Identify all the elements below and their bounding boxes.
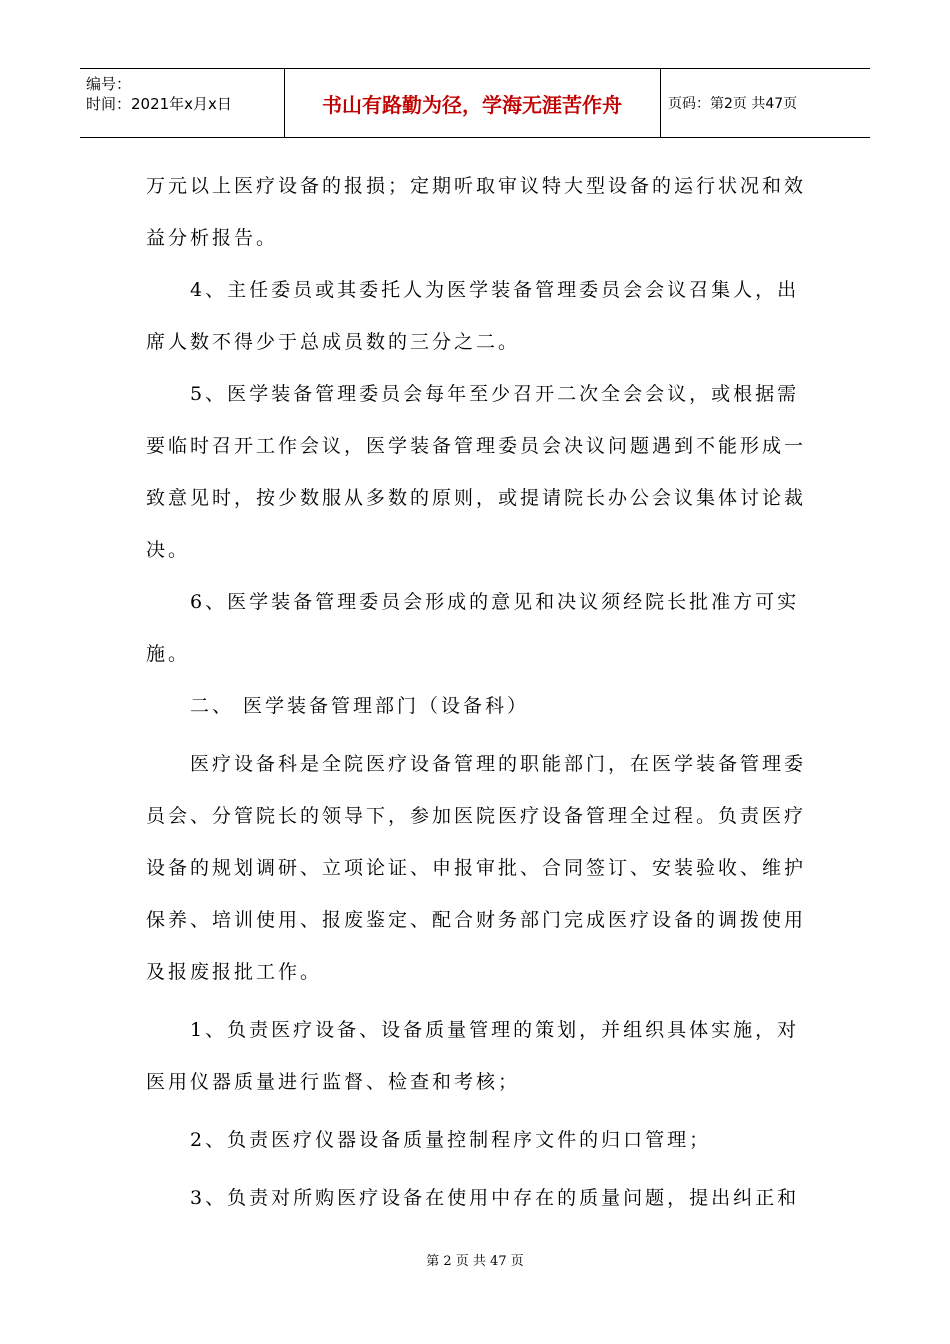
header-slogan: 书山有路勤为径，学海无涯苦作舟	[284, 69, 661, 137]
code-label: 编号：	[86, 75, 132, 93]
page-header	[80, 68, 870, 138]
paragraph: 2、负责医疗仪器设备质量控制程序文件的归口管理；	[190, 1129, 712, 1151]
paragraph: 1、负责医疗设备、设备质量管理的策划，并组织具体实施，对医用仪器质量进行监督、检查和考核；	[146, 1019, 800, 1093]
paragraph: 医疗设备科是全院医疗设备管理的职能部门，在医学装备管理委员会、分管院长的领导下，参加医院医疗设备管理全过程。负责医疗设备的规划调研、立项论证、申报审批、合同签订、安装验收、维护保养、培训使用、报废鉴定、配合财务部门完成医疗设备的调拨使用及报废报批工作。	[146, 753, 807, 983]
section-heading: 二、 医学装备管理部门（设备科）	[190, 695, 530, 717]
document-body	[146, 160, 806, 1224]
page-footer: 第 2 页 共 47 页	[426, 1254, 524, 1269]
paragraph: 3、负责对所购医疗设备在使用中存在的质量问题，提出纠正和	[190, 1187, 800, 1209]
header-meta-cell	[80, 69, 285, 137]
date-label: 时间：2021年x月x日	[86, 95, 232, 113]
paragraph: 4、主任委员或其委托人为医学装备管理委员会会议召集人，出席人数不得少于总成员数的三分之二。	[146, 279, 800, 353]
paragraph: 5、医学装备管理委员会每年至少召开二次全会会议，或根据需要临时召开工作会议，医学装备管理委员会决议问题遇到不能形成一致意见时，按少数服从多数的原则，或提请院长办公会议集体讨论裁决。	[146, 383, 807, 561]
paragraph: 万元以上医疗设备的报损；定期听取审议特大型设备的运行状况和效益分析报告。	[146, 175, 807, 249]
paragraph: 6、医学装备管理委员会形成的意见和决议须经院长批准方可实施。	[146, 591, 800, 665]
header-page-info: 页码：第2页 共47页	[668, 96, 798, 112]
